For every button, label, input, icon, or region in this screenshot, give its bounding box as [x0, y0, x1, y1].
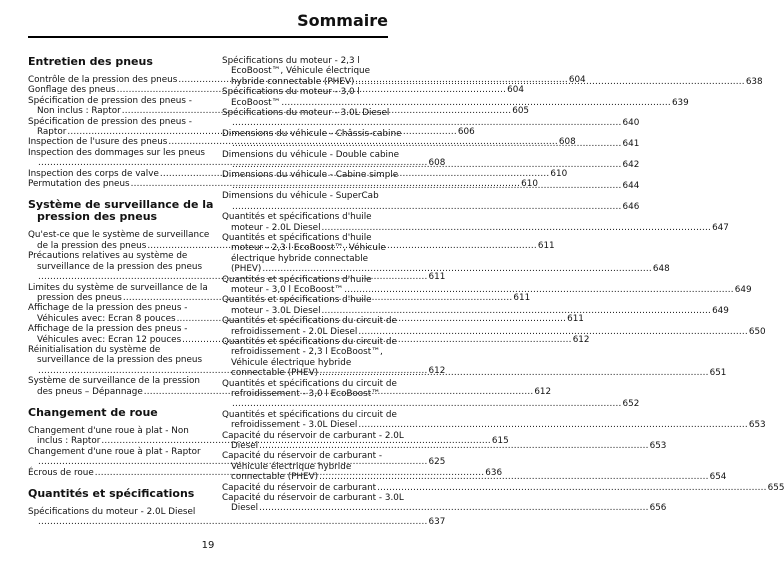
toc-page-number: 604	[507, 85, 524, 96]
leader-dots	[358, 327, 748, 337]
toc-page-number: 655	[767, 482, 784, 493]
leader-dots	[319, 365, 709, 378]
leader-dots	[319, 472, 709, 482]
toc-entry[interactable]: Qu'est-ce que le système de surveillance de la pression des pneus ..... 611	[28, 230, 206, 251]
toc-page-number: 656	[649, 503, 667, 514]
toc-page-number: 648	[652, 264, 670, 275]
leader-dots	[38, 517, 428, 527]
toc-entry[interactable]: Dimensions du véhicule - Cabine simple ..... 644	[222, 170, 388, 191]
toc-entry[interactable]: Capacité du réservoir de carburant - 2.0L Diesel ..... 653	[222, 431, 388, 452]
toc-entry[interactable]: Permutation des pneus ..... 610	[28, 179, 206, 189]
toc-entry[interactable]: Capacité du réservoir de carburant ..... 655	[222, 483, 388, 493]
toc-entry[interactable]: Contrôle de la pression des pneus ..... 604	[28, 75, 206, 85]
toc-page-number: 605	[512, 106, 530, 117]
toc-entry[interactable]: Écrous de roue ..... 636	[28, 468, 206, 478]
toc-page-number: 646	[622, 201, 640, 212]
toc-entry[interactable]: Quantités et spécifications du circuit de refroidissement - 3,0 l EcoBoost™ ..... 652	[222, 379, 388, 410]
toc-page-number: 639	[671, 97, 689, 108]
leader-dots	[344, 285, 734, 295]
leader-dots	[232, 202, 622, 212]
leader-dots	[355, 77, 745, 87]
toc-page-number: 608	[428, 158, 446, 169]
toc-page-number: 611	[428, 272, 446, 283]
toc-page-number: 604	[568, 75, 586, 85]
toc-entry[interactable]: Gonflage des pneus ..... 604	[28, 85, 206, 95]
leader-dots	[322, 306, 712, 316]
toc-entry[interactable]: Spécification de pression des pneus - Raptor ..... 606	[28, 117, 206, 138]
toc-page-number: 644	[622, 180, 640, 191]
toc-entry[interactable]: Spécifications du moteur - 3,0 l EcoBoost™ ..... 639	[222, 87, 388, 108]
leader-dots	[232, 118, 622, 128]
toc-page-number: 612	[572, 334, 590, 345]
section-heading: Quantités et spécifications	[28, 487, 195, 500]
toc-entry[interactable]: Spécification de pression des pneus - Non inclus : Raptor ..... 605	[28, 96, 206, 117]
toc-page-number: 649	[734, 284, 752, 295]
toc-page-number: 650	[748, 326, 766, 337]
section-heading: Changement de roue	[28, 405, 158, 419]
leader-dots	[281, 98, 671, 108]
toc-entry[interactable]: Inspection de l'usure des pneus ..... 608	[28, 137, 206, 147]
toc-page-number: 641	[622, 139, 640, 150]
leader-dots	[262, 264, 652, 274]
toc-entry[interactable]: Inspection des dommages sur les pneus ..... 608	[28, 148, 206, 169]
toc-entry[interactable]: Changement d'une roue à plat - Raptor ..... 625	[28, 447, 206, 468]
toc-entry[interactable]: Précautions relatives au système de surveillance de la pression des pneus ..... 611	[28, 251, 206, 282]
toc-entry[interactable]: Quantités et spécifications du circuit de refroidissement - 2,3 l EcoBoost™, Véhicule électrique hybride connectable (PHEV) ..... 651	[222, 337, 388, 379]
toc-entry[interactable]: Spécifications du moteur - 2.0L Diesel ..... 637	[28, 507, 206, 528]
toc-entry[interactable]: Dimensions du véhicule - Double cabine ..... 642	[222, 150, 388, 171]
toc-page-number: 636	[485, 467, 503, 478]
toc-entry[interactable]: Affichage de la pression des pneus - Véhicules avec: Ecran 8 pouces ..... 611	[28, 303, 206, 324]
toc-page-number: 637	[428, 517, 446, 528]
toc-entry[interactable]: Système de surveillance de la pression des pneus – Dépannage ..... 612	[28, 376, 206, 397]
toc-entry[interactable]: Spécifications du moteur - 3.0L Diesel ..... 640	[222, 108, 388, 129]
toc-page-number: 651	[709, 368, 727, 379]
toc-entry[interactable]: Capacité du réservoir de carburant - Véhicule électrique hybride connectable (PHEV) ..... 654	[222, 451, 388, 482]
toc-entry[interactable]: Limites du système de surveillance de la pression des pneus ..... 611	[28, 283, 206, 304]
toc-entry[interactable]: Quantités et spécifications d'huile moteur - 2.0L Diesel ..... 647	[222, 212, 388, 233]
toc-page-number: 610	[550, 168, 568, 179]
toc-entry[interactable]: Capacité du réservoir de carburant - 3.0L Diesel ..... 656	[222, 493, 388, 514]
toc-entry[interactable]: Quantités et spécifications d'huile moteur - 3.0L Diesel ..... 649	[222, 295, 388, 316]
toc-entry[interactable]: Changement d'une roue à plat - Non inclus : Raptor ..... 615	[28, 426, 206, 447]
toc-entry[interactable]: Inspection des corps de valve ..... 610	[28, 169, 206, 179]
toc-page-number: 653	[748, 420, 766, 431]
toc-page-number: 606	[457, 127, 475, 138]
toc-entry[interactable]: Quantités et spécifications d'huile moteur - 2,3 l EcoBoost™, Véhicule électrique hybride connectable (PHEV) ..... 648	[222, 233, 388, 275]
toc-page-number: 654	[709, 472, 727, 483]
leader-dots	[377, 483, 767, 493]
toc-page-number: 642	[622, 160, 640, 171]
page-number: 19	[201, 540, 215, 551]
toc-page-number: 612	[428, 365, 446, 376]
toc-page-number: 608	[558, 137, 576, 148]
toc-page-number: 611	[537, 240, 555, 251]
leader-dots	[232, 139, 622, 149]
toc-page-number: 638	[745, 76, 763, 87]
section-heading: Entretien des pneus	[28, 55, 153, 68]
section-heading: Système de surveillance de la pression des pneus	[28, 198, 214, 224]
leader-dots	[259, 503, 649, 513]
toc-entry[interactable]: Quantités et spécifications d'huile moteur - 3,0 l EcoBoost™ ..... 649	[222, 275, 388, 296]
leader-dots	[322, 223, 712, 233]
toc-entry[interactable]: Réinitialisation du système de surveillance de la pression des pneus ..... 612	[28, 345, 206, 376]
toc-page-number: 611	[567, 313, 584, 324]
toc-entry[interactable]: Quantités et spécifications du circuit de refroidissement - 2.0L Diesel ..... 650	[222, 316, 388, 337]
toc-page-number: 612	[534, 386, 552, 397]
toc-page-number: 611	[513, 292, 531, 303]
leader-dots	[358, 420, 748, 430]
toc-page-number: 625	[428, 457, 446, 468]
toc-page-number: 640	[622, 118, 640, 129]
toc-entry[interactable]: Affichage de la pression des pneus - Véhicules avec: Ecran 12 pouces ..... 612	[28, 324, 206, 345]
toc-page-number: 610	[521, 179, 538, 190]
toc-entry[interactable]: Dimensions du véhicule - Châssis-cabine ..... 641	[222, 129, 388, 150]
toc-entry[interactable]: Spécifications du moteur - 2,3 l EcoBoost™, Véhicule électrique hybride connectable (PHEV) ..... 638	[222, 56, 388, 87]
toc-page-number: 647	[712, 222, 729, 233]
title-rule	[28, 36, 388, 38]
toc-page-number: 649	[712, 305, 729, 316]
toc-page-number: 615	[491, 436, 509, 447]
toc-page-number: 653	[649, 441, 667, 452]
page-title: Sommaire	[297, 11, 388, 30]
toc-entry[interactable]: Dimensions du véhicule - SuperCab ..... 646	[222, 191, 388, 212]
leader-dots	[232, 399, 622, 409]
leader-dots	[232, 160, 622, 170]
leader-dots	[259, 441, 649, 451]
toc-entry[interactable]: Quantités et spécifications du circuit de refroidissement - 3.0L Diesel ..... 653	[222, 410, 388, 431]
leader-dots	[232, 181, 622, 191]
toc-page-number: 652	[622, 399, 640, 410]
